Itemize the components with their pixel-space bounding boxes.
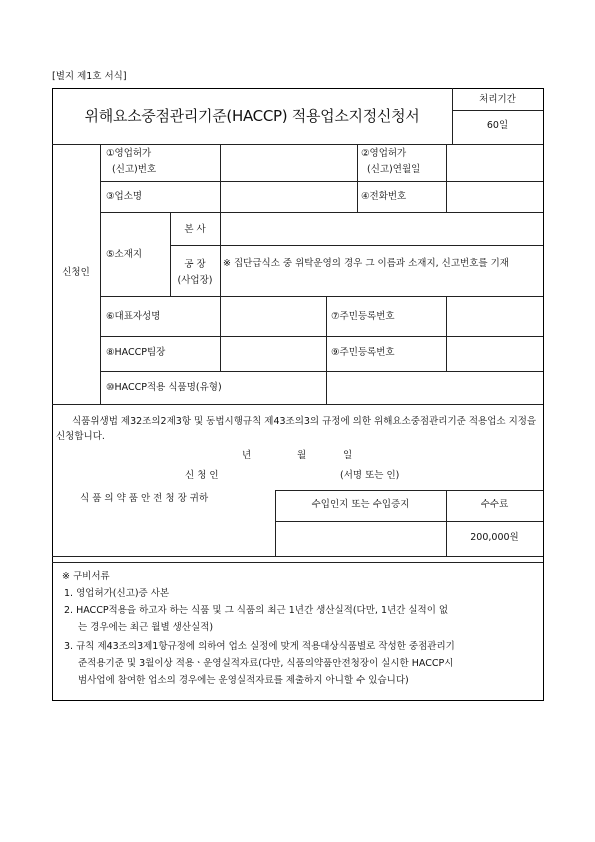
form-title: 위해요소중점관리기준(HACCP) 적용업소지정신청서 (84, 107, 420, 125)
date-year: 년 (242, 450, 252, 461)
applicant-col-line (100, 144, 101, 404)
applicant-label: 신청인 (62, 267, 90, 278)
business-name-label: ③업소명 (106, 191, 143, 202)
fee-top (275, 490, 543, 491)
fee-label: 수수료 (480, 499, 509, 510)
rrn-label-2: ⑨주민등록번호 (331, 347, 395, 358)
license-date-label-2: (신고)연월일 (367, 164, 421, 175)
docs-heading: ※ 구비서류 (62, 571, 110, 582)
date-day: 일 (343, 450, 353, 461)
col-line-a1 (220, 144, 221, 212)
frame-top (52, 88, 543, 89)
plant-label-2: (사업장) (177, 275, 213, 286)
license-date-label-1: ②영업허가 (361, 148, 407, 159)
stamp-label: 수입인지 또는 수입증지 (311, 499, 410, 510)
col-line-a2 (220, 296, 221, 371)
fee-mid (275, 521, 543, 522)
docs-top (52, 562, 543, 563)
sign-placeholder: (서명 또는 인) (340, 470, 400, 481)
hq-label: 본 사 (184, 224, 206, 235)
row-line-5 (100, 371, 543, 372)
applicant-signer: 신 청 인 (185, 470, 219, 481)
docs-item-2b: 는 경우에는 최근 월별 생산실적) (78, 622, 214, 633)
haccp-food-label: ⑩HACCP적용 식품명(유형) (106, 382, 222, 393)
processing-value: 60일 (486, 120, 509, 131)
license-no-label-1: ①영업허가 (106, 148, 152, 159)
docs-item-2a: 2. HACCP적용을 하고자 하는 식품 및 그 식품의 최근 1년간 생산실적(다만, 1년간 실적이 없 (64, 605, 449, 616)
processing-label: 처리기간 (479, 94, 516, 105)
col-line-b1 (357, 144, 358, 212)
fee-value: 200,000원 (470, 532, 519, 543)
fee-bottom (52, 556, 543, 557)
docs-item-3b: 준적용기준 및 3월이상 적용ㆍ운영실적자료(다만, 식품의약품안전청장이 실시한 HACCP시 (78, 658, 454, 669)
frame-right (543, 88, 544, 701)
docs-item-3a: 3. 규칙 제43조의3제1항규정에 의하여 업소 실정에 맞게 적용대상식품별로 작성한 중점관리기 (64, 641, 455, 652)
processing-divider (452, 110, 543, 111)
row-line-hq (170, 245, 543, 246)
row-line-3 (100, 296, 543, 297)
declaration-text: 식품위생법 제32조의2제3항 및 동법시행규칙 제43조의3의 규정에 의한 위해요소중점관리기준 적용업소 지정을 신청합니다. (56, 416, 537, 443)
col-line-c2 (446, 296, 447, 371)
frame-bottom (52, 700, 543, 701)
col-line-b2 (326, 296, 327, 404)
form-label: [별지 제1호 서식] (52, 71, 127, 82)
row-line-2 (100, 212, 543, 213)
address-label: ⑤소재지 (106, 249, 143, 260)
plant-note: ※ 집단급식소 중 위탁운영의 경우 그 이름과 소재지, 신고번호를 기재 (223, 258, 509, 269)
row-line-1 (100, 181, 543, 182)
recipient: 식 품 의 약 품 안 전 청 장 귀하 (80, 493, 209, 504)
row-line-6 (52, 404, 543, 405)
docs-item-1: 1. 영업허가(신고)증 사본 (64, 588, 170, 599)
col-line-c1 (446, 144, 447, 212)
representative-label: ⑥대표자성명 (106, 311, 161, 322)
row-line-4 (100, 336, 543, 337)
col-line-addr2 (220, 212, 221, 296)
license-no-label-2: (신고)번호 (112, 164, 157, 175)
plant-label-1: 공 장 (184, 259, 206, 270)
docs-item-3c: 범사업에 참여한 업소의 경우에는 운영실적자료를 제출하지 아니할 수 있습니다) (78, 675, 409, 686)
haccp-leader-label: ⑧HACCP팀장 (106, 347, 166, 358)
form-title-wrap (52, 105, 452, 126)
rrn-label-1: ⑦주민등록번호 (331, 311, 395, 322)
date-month: 월 (297, 450, 307, 461)
phone-label: ④전화번호 (361, 191, 407, 202)
title-bottom-line (52, 144, 543, 145)
frame-left (52, 88, 53, 700)
